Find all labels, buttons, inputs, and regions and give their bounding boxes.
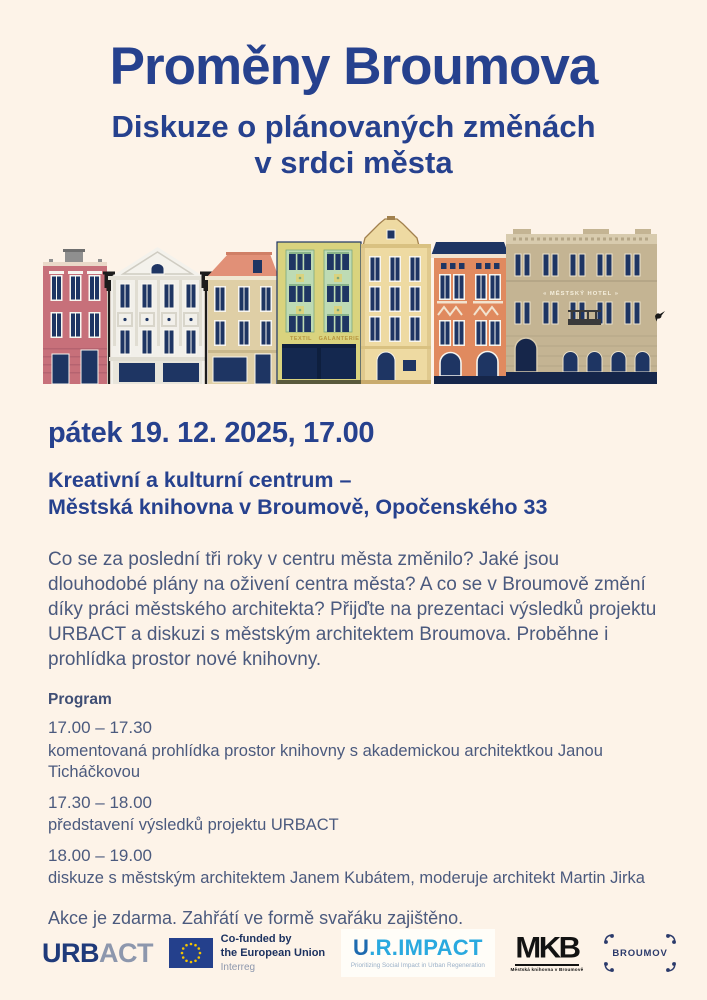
building-pink — [43, 249, 107, 384]
program-section — [48, 691, 659, 890]
building-textile-shop — [277, 242, 361, 384]
venue-line-2: Městská knihovna v Broumově, Opočenského 33 — [48, 494, 548, 519]
poster-title: Proměny Broumova — [109, 37, 598, 96]
venue-line-1: Kreativní a kulturní centrum – — [48, 467, 352, 492]
partner-logos — [42, 920, 681, 986]
poster-header — [0, 0, 707, 181]
program-description: představení výsledků projektu URBACT — [48, 816, 339, 835]
building-tan — [205, 252, 280, 384]
event-info — [0, 417, 707, 929]
urbact-logo: URB ACT — [42, 937, 153, 968]
interreg-label: Interreg — [220, 962, 256, 974]
building-orange — [431, 242, 509, 384]
urimpact-logo: U.R.IMPACT Prioritizing Social Impact in Urban Regeneration — [341, 929, 495, 977]
building-white — [108, 247, 207, 384]
shop-sign-galanterie: GALANTERIE — [318, 335, 359, 342]
event-description: Co se za poslední tři roky v centru města změnilo? Jaké jsou dlouhodobé plány na oživení centra města? A co se v Broumově změní díky práci městského architekta? Přijďte na prezentaci výsledků projektu URBACT a diskuzi s městským architektem Broumova. Proběhne i prohlídka prostor nové knihovny. — [48, 548, 657, 671]
eu-cofunded-text: Co-funded by the European Union Interreg — [220, 932, 326, 974]
eu-cofunded-logo — [169, 933, 326, 974]
free-entry-note: Akce je zdarma. Zahřátí ve formě svařáku zajištěno. — [48, 907, 464, 928]
townhouses-illustration — [0, 216, 707, 384]
program-time: 17.00 – 17.30 — [48, 718, 152, 738]
urimpact-tagline: Prioritizing Social Impact in Urban Regeneration — [350, 962, 485, 969]
program-item — [48, 716, 659, 784]
building-gabled — [361, 216, 431, 384]
hotel-sign: « MĚSTSKÝ HOTEL » — [542, 290, 619, 297]
program-item — [48, 791, 659, 837]
subtitle-line-2: v srdci města — [254, 145, 453, 180]
eu-flag-icon — [169, 938, 213, 968]
building-hotel — [506, 229, 657, 384]
event-venue — [48, 467, 659, 521]
mkb-logo: MKB Městská knihovna v Broumově — [510, 930, 584, 973]
program-description: komentovaná prohlídka prostor knihovny s akademickou architektkou Janou Ticháčkovou — [48, 741, 603, 782]
program-item — [48, 844, 659, 890]
event-datetime: pátek 19. 12. 2025, 17.00 — [48, 416, 375, 449]
program-time: 17.30 – 18.00 — [48, 792, 152, 812]
program-time: 18.00 – 19.00 — [48, 845, 152, 865]
subtitle-line-1: Diskuze o plánovaných změnách — [111, 109, 596, 145]
program-heading: Program — [48, 691, 112, 709]
broumov-logo: BROUMOV — [599, 929, 681, 977]
shop-sign-textil: TEXTIL — [289, 335, 312, 342]
mkb-caption: Městská knihovna v Broumově — [510, 967, 584, 973]
townhouses-svg — [43, 216, 665, 384]
program-description: diskuze s městským architektem Janem Kubátem, moderuje architekt Martin Jirka — [48, 869, 645, 888]
poster-subtitle — [0, 109, 707, 181]
